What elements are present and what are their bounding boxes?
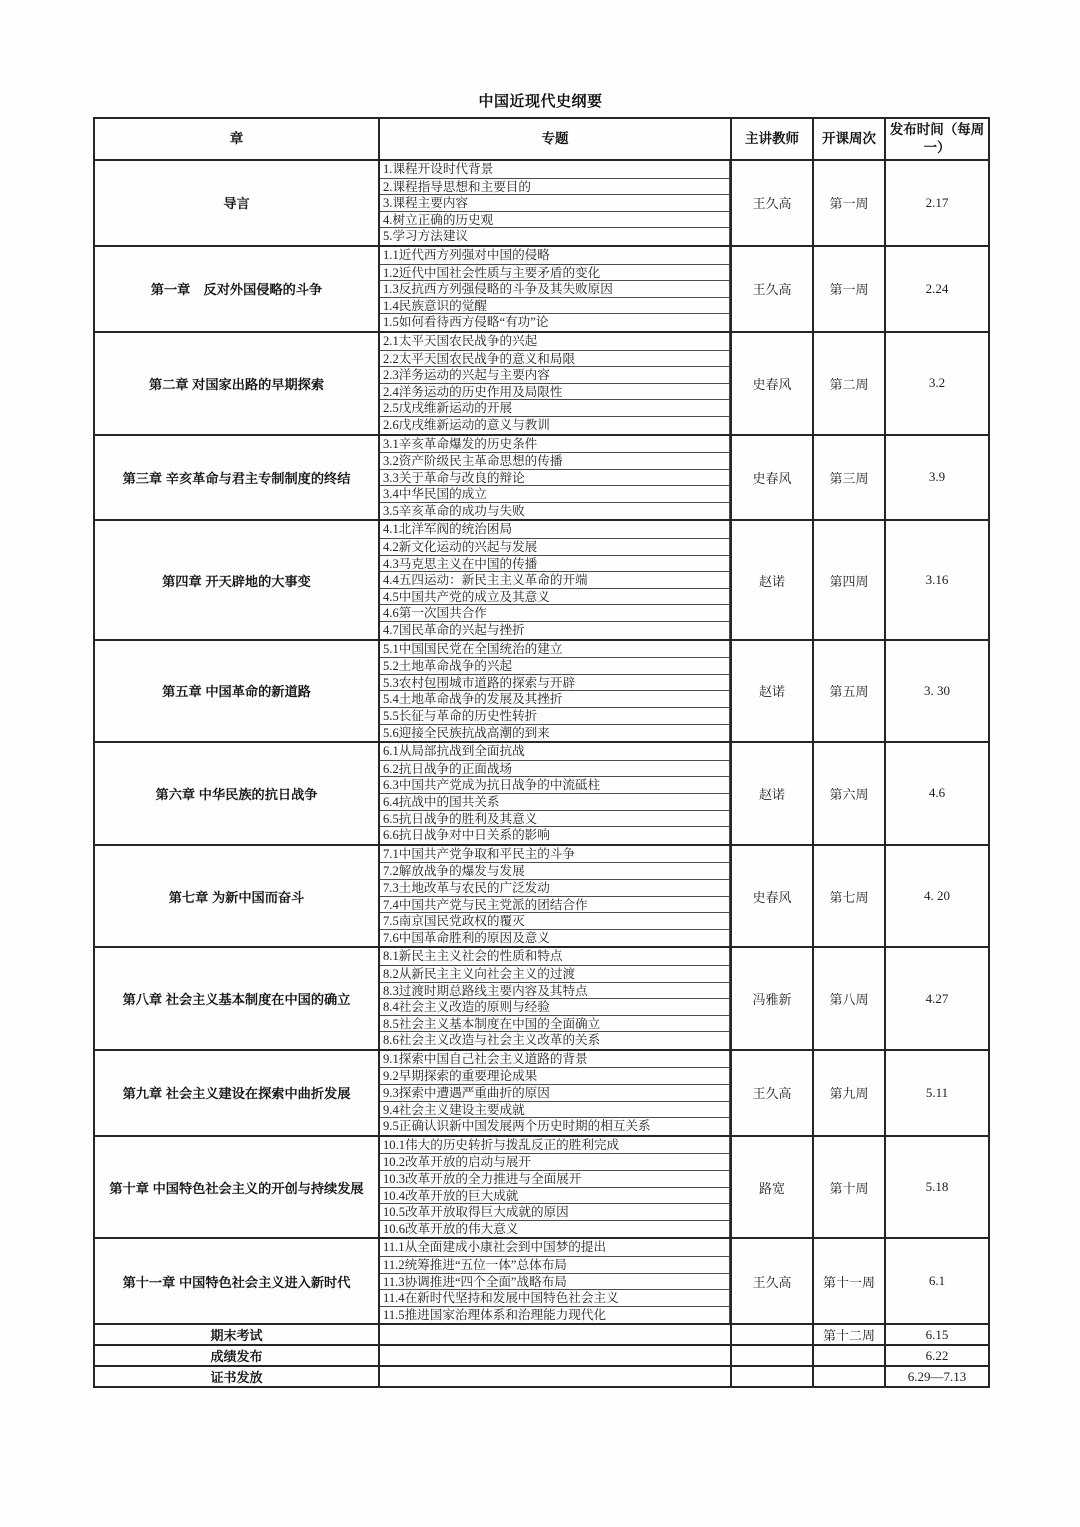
table-row [94, 246, 989, 332]
chapter-cell: 导言 [94, 160, 379, 246]
page-title: 中国近现代史纲要 [478, 93, 603, 110]
date-cell: 2.17 [885, 160, 989, 246]
chapter-cell: 第七章 为新中国而奋斗 [94, 845, 379, 948]
topic-item: 11.2统筹推进“五位一体”总体布局 [380, 1256, 730, 1274]
teacher-cell: 路宽 [731, 1136, 813, 1239]
topics-cell [379, 742, 731, 845]
topics-cell [379, 520, 731, 639]
topic-item: 8.3过渡时期总路线主要内容及其特点 [380, 982, 730, 1000]
header-topic: 专题 [379, 118, 731, 160]
table-row [94, 332, 989, 435]
chapter-cell: 成绩发布 [94, 1345, 379, 1366]
week-cell: 第十二周 [813, 1324, 885, 1345]
week-cell: 第四周 [813, 520, 885, 639]
date-cell: 2.24 [885, 246, 989, 332]
topic-item: 6.3中国共产党成为抗日战争的中流砥柱 [380, 776, 730, 794]
topic-item: 2.课程指导思想和主要目的 [380, 178, 730, 196]
topic-item: 9.2早期探索的重要理论成果 [380, 1067, 730, 1085]
topic-item: 5.学习方法建议 [380, 227, 730, 245]
topic-item: 8.6社会主义改造与社会主义改革的关系 [380, 1031, 730, 1049]
topic-item: 7.5南京国民党政权的覆灭 [380, 912, 730, 930]
topic-item: 3.3关于革命与改良的辩论 [380, 469, 730, 487]
topics-cell [379, 1136, 731, 1239]
course-table-body [94, 160, 989, 1387]
table-row [94, 1324, 989, 1345]
topic-item: 11.4在新时代坚持和发展中国特色社会主义 [380, 1289, 730, 1307]
topic-item: 10.4改革开放的巨大成就 [380, 1187, 730, 1205]
header-release-date: 发布时间（每周一） [885, 118, 989, 160]
topics-list [380, 333, 730, 434]
topics-cell [379, 947, 731, 1050]
week-cell: 第八周 [813, 947, 885, 1050]
topics-list [380, 247, 730, 331]
topic-item: 8.4社会主义改造的原则与经验 [380, 998, 730, 1016]
topic-item: 9.3探索中遭遇严重曲折的原因 [380, 1084, 730, 1102]
teacher-cell: 史春风 [731, 845, 813, 948]
header-chapter: 章 [94, 118, 379, 160]
topics-cell [379, 1366, 731, 1387]
date-cell: 3.16 [885, 520, 989, 639]
date-cell: 6.1 [885, 1238, 989, 1324]
topics-cell [379, 246, 731, 332]
date-cell: 5.11 [885, 1050, 989, 1136]
topics-list [380, 1137, 730, 1238]
topics-list [380, 846, 730, 947]
topic-item: 3.2资产阶级民主革命思想的传播 [380, 452, 730, 470]
topics-cell [379, 435, 731, 521]
chapter-cell: 第六章 中华民族的抗日战争 [94, 742, 379, 845]
date-cell: 3.2 [885, 332, 989, 435]
table-row [94, 742, 989, 845]
topics-cell [379, 845, 731, 948]
topic-item: 4.6第一次国共合作 [380, 604, 730, 622]
date-cell: 6.29—7.13 [885, 1366, 989, 1387]
topics-list [380, 1239, 730, 1323]
topic-item: 8.1新民主主义社会的性质和特点 [380, 948, 730, 966]
date-cell: 6.15 [885, 1324, 989, 1345]
header-week: 开课周次 [813, 118, 885, 160]
teacher-cell: 赵诺 [731, 640, 813, 743]
topic-item: 4.3马克思主义在中国的传播 [380, 555, 730, 573]
topics-cell [379, 1345, 731, 1366]
topics-list [380, 641, 730, 742]
week-cell: 第一周 [813, 160, 885, 246]
topic-item: 3.1辛亥革命爆发的历史条件 [380, 436, 730, 454]
topic-item: 1.课程开设时代背景 [380, 161, 730, 179]
topic-item: 8.2从新民主主义向社会主义的过渡 [380, 965, 730, 983]
chapter-cell: 第四章 开天辟地的大事变 [94, 520, 379, 639]
topics-list [380, 1051, 730, 1135]
week-cell: 第十周 [813, 1136, 885, 1239]
week-cell: 第五周 [813, 640, 885, 743]
topic-item: 9.4社会主义建设主要成就 [380, 1101, 730, 1119]
teacher-cell: 史春风 [731, 332, 813, 435]
table-row [94, 435, 989, 521]
topic-item: 1.2近代中国社会性质与主要矛盾的变化 [380, 264, 730, 282]
week-cell: 第七周 [813, 845, 885, 948]
week-cell: 第三周 [813, 435, 885, 521]
week-cell: 第二周 [813, 332, 885, 435]
topic-item: 2.6戊戌维新运动的意义与教训 [380, 416, 730, 434]
table-row [94, 845, 989, 948]
topic-item: 10.5改革开放取得巨大成就的原因 [380, 1203, 730, 1221]
topic-item: 7.1中国共产党争取和平民主的斗争 [380, 846, 730, 864]
topic-item: 7.6中国革命胜利的原因及意义 [380, 929, 730, 947]
table-header [94, 118, 989, 160]
topic-item: 1.5如何看待西方侵略“有功”论 [380, 313, 730, 331]
topics-list [380, 521, 730, 638]
topic-item: 2.4洋务运动的历史作用及局限性 [380, 383, 730, 401]
week-cell [813, 1345, 885, 1366]
teacher-cell: 王久高 [731, 160, 813, 246]
date-cell: 4.27 [885, 947, 989, 1050]
topic-item: 3.5辛亥革命的成功与失败 [380, 502, 730, 520]
topic-item: 10.1伟大的历史转折与拨乱反正的胜利完成 [380, 1137, 730, 1155]
topics-cell [379, 640, 731, 743]
topic-item: 5.5长征与革命的历史性转折 [380, 707, 730, 725]
topic-item: 2.3洋务运动的兴起与主要内容 [380, 366, 730, 384]
table-row [94, 1050, 989, 1136]
chapter-cell: 第十章 中国特色社会主义的开创与持续发展 [94, 1136, 379, 1239]
chapter-cell: 第九章 社会主义建设在探索中曲折发展 [94, 1050, 379, 1136]
table-row [94, 1345, 989, 1366]
topic-item: 2.2太平天国农民战争的意义和局限 [380, 350, 730, 368]
topic-item: 3.4中华民国的成立 [380, 485, 730, 503]
topic-item: 7.4中国共产党与民主党派的团结合作 [380, 896, 730, 914]
topic-item: 9.5正确认识新中国发展两个历史时期的相互关系 [380, 1117, 730, 1135]
topic-item: 10.3改革开放的全力推进与全面展开 [380, 1170, 730, 1188]
topics-list [380, 948, 730, 1049]
topics-cell [379, 160, 731, 246]
topics-list [380, 161, 730, 245]
teacher-cell: 赵诺 [731, 520, 813, 639]
table-row [94, 1238, 989, 1324]
chapter-cell: 第八章 社会主义基本制度在中国的确立 [94, 947, 379, 1050]
teacher-cell: 王久高 [731, 1050, 813, 1136]
chapter-cell: 证书发放 [94, 1366, 379, 1387]
topic-item: 6.5抗日战争的胜利及其意义 [380, 810, 730, 828]
teacher-cell: 王久高 [731, 246, 813, 332]
topics-cell [379, 1050, 731, 1136]
chapter-cell: 第三章 辛亥革命与君主专制制度的终结 [94, 435, 379, 521]
topic-item: 6.4抗战中的国共关系 [380, 793, 730, 811]
topic-item: 6.2抗日战争的正面战场 [380, 760, 730, 778]
header-teacher: 主讲教师 [731, 118, 813, 160]
week-cell: 第十一周 [813, 1238, 885, 1324]
topics-cell [379, 1324, 731, 1345]
topic-item: 1.3反抗西方列强侵略的斗争及其失败原因 [380, 280, 730, 298]
topics-cell [379, 332, 731, 435]
teacher-cell [731, 1366, 813, 1387]
topic-item: 7.3土地改革与农民的广泛发动 [380, 879, 730, 897]
teacher-cell: 史春风 [731, 435, 813, 521]
date-cell: 5.18 [885, 1136, 989, 1239]
topic-item: 11.3协调推进“四个全面”战略布局 [380, 1273, 730, 1291]
topics-list [380, 743, 730, 844]
week-cell: 第一周 [813, 246, 885, 332]
teacher-cell [731, 1345, 813, 1366]
topic-item: 2.1太平天国农民战争的兴起 [380, 333, 730, 351]
topic-item: 10.6改革开放的伟大意义 [380, 1220, 730, 1238]
topic-item: 11.1从全面建成小康社会到中国梦的提出 [380, 1239, 730, 1257]
table-row [94, 1136, 989, 1239]
chapter-cell: 第二章 对国家出路的早期探索 [94, 332, 379, 435]
date-cell: 4.6 [885, 742, 989, 845]
teacher-cell [731, 1324, 813, 1345]
topic-item: 11.5推进国家治理体系和治理能力现代化 [380, 1306, 730, 1324]
table-row [94, 520, 989, 639]
topic-item: 5.6迎接全民族抗战高潮的到来 [380, 724, 730, 742]
topic-item: 4.1北洋军阀的统治困局 [380, 521, 730, 539]
topic-item: 5.2土地革命战争的兴起 [380, 657, 730, 675]
topic-item: 2.5戊戌维新运动的开展 [380, 399, 730, 417]
topics-cell [379, 1238, 731, 1324]
topic-item: 8.5社会主义基本制度在中国的全面确立 [380, 1015, 730, 1033]
date-cell: 3.9 [885, 435, 989, 521]
topic-item: 4.4五四运动：新民主主义革命的开端 [380, 571, 730, 589]
topic-item: 1.1近代西方列强对中国的侵略 [380, 247, 730, 265]
topic-item: 1.4民族意识的觉醒 [380, 297, 730, 315]
topic-item: 5.1中国国民党在全国统治的建立 [380, 641, 730, 659]
chapter-cell: 第十一章 中国特色社会主义进入新时代 [94, 1238, 379, 1324]
chapter-cell: 第五章 中国革命的新道路 [94, 640, 379, 743]
teacher-cell: 冯雅新 [731, 947, 813, 1050]
topic-item: 4.7国民革命的兴起与挫折 [380, 621, 730, 639]
topic-item: 4.2新文化运动的兴起与发展 [380, 538, 730, 556]
chapter-cell: 期末考试 [94, 1324, 379, 1345]
topic-item: 4.5中国共产党的成立及其意义 [380, 588, 730, 606]
week-cell [813, 1366, 885, 1387]
topic-item: 9.1探索中国自己社会主义道路的背景 [380, 1051, 730, 1069]
table-header-row [94, 118, 989, 160]
topic-item: 7.2解放战争的爆发与发展 [380, 862, 730, 880]
table-row [94, 1366, 989, 1387]
topic-item: 5.3农村包围城市道路的探索与开辟 [380, 674, 730, 692]
date-cell: 3. 30 [885, 640, 989, 743]
topic-item: 4.树立正确的历史观 [380, 211, 730, 229]
teacher-cell: 赵诺 [731, 742, 813, 845]
topic-item: 6.6抗日战争对中日关系的影响 [380, 826, 730, 844]
week-cell: 第九周 [813, 1050, 885, 1136]
topic-item: 10.2改革开放的启动与展开 [380, 1153, 730, 1171]
topic-item: 5.4土地革命战争的发展及其挫折 [380, 690, 730, 708]
topics-list [380, 436, 730, 520]
topic-item: 6.1从局部抗战到全面抗战 [380, 743, 730, 761]
table-row [94, 160, 989, 246]
date-cell: 6.22 [885, 1345, 989, 1366]
teacher-cell: 王久高 [731, 1238, 813, 1324]
date-cell: 4. 20 [885, 845, 989, 948]
chapter-cell: 第一章 反对外国侵略的斗争 [94, 246, 379, 332]
topic-item: 3.课程主要内容 [380, 194, 730, 212]
table-row [94, 947, 989, 1050]
course-schedule-table [93, 117, 990, 1388]
table-row [94, 640, 989, 743]
week-cell: 第六周 [813, 742, 885, 845]
